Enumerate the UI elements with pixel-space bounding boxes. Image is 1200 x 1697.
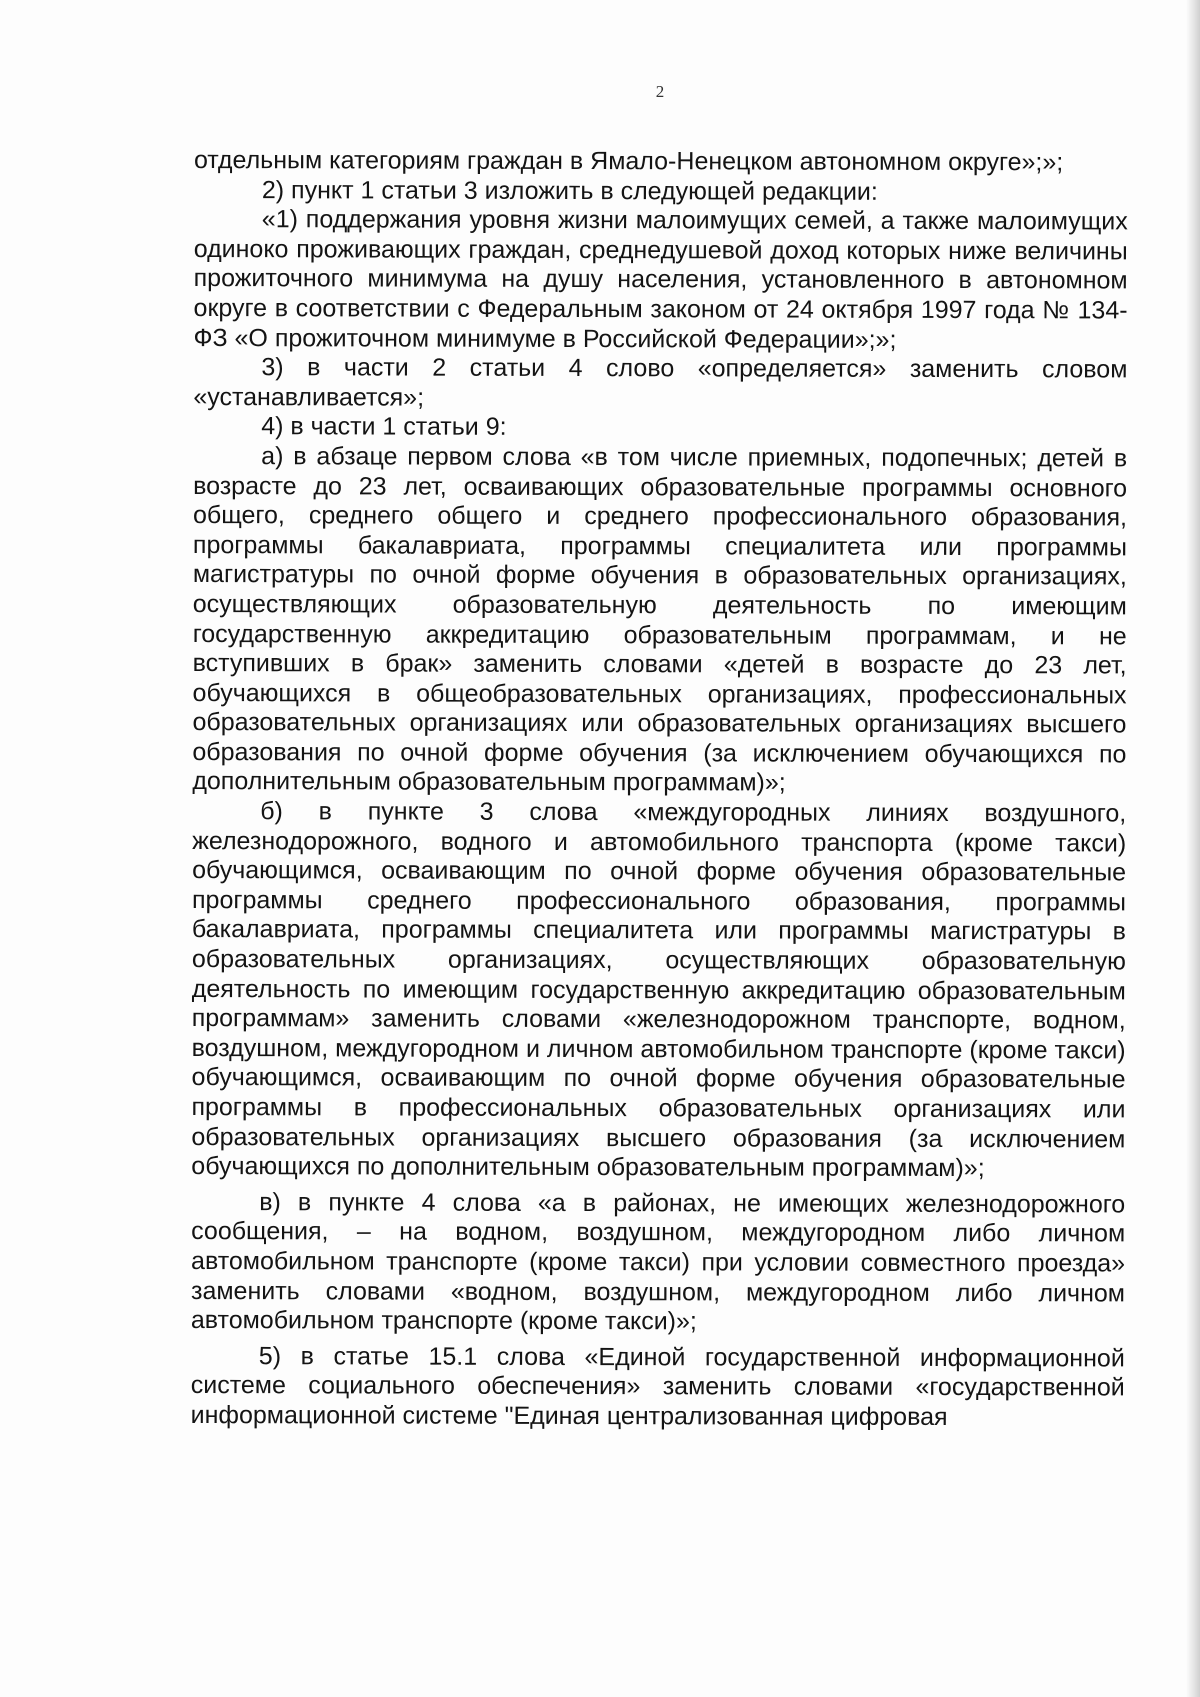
paragraph-item-2-quote: «1) поддержания уровня жизни малоимущих семей, а также малоимущих одиноко проживающих граждан, среднедушевой доход которых ниже величины прожиточного минимума на душу населения, установленного в автономном округе в соответствии с Федеральным законом от 24 октября 1997 года № 134-ФЗ «О прожиточном минимуме в Российской Федерации»;»; (193, 205, 1128, 354)
paragraph-item-5: 5) в статье 15.1 слова «Единой государственной информационной системе социального обеспечения» заменить словами «государственной информационной системе "Единая централизованная цифровая (190, 1341, 1125, 1431)
paragraph-item-4: 4) в части 1 статьи 9: (261, 412, 507, 442)
paragraph-item-3: 3) в части 2 статьи 4 слово «определяется» заменить словом «устанавливается»; (193, 353, 1128, 412)
paragraph-continuation: отдельным категориям граждан в Ямало-Ненецком автономном округе»;»; (193, 146, 1064, 177)
paragraph-item-4v: в) в пункте 4 слова «а в районах, не имеющих железнодорожного сообщения, – на водном, воздушном, междугородном либо личном автомобильном транспорте (кроме такси) при условии совместного проезда» заменить словами «водном, воздушном, междугородном либо личном автомобильном транспорте (кроме такси)»; (190, 1187, 1126, 1336)
paragraph-item-2: 2) пункт 1 статьи 3 изложить в следующей редакции: (261, 175, 878, 206)
page-number: 2 (655, 82, 665, 101)
scan-edge-shadow (1186, 0, 1200, 1697)
paragraph-item-4a: а) в абзаце первом слова «в том числе приемных, подопечных; детей в возрасте до 23 лет, осваивающих образовательные программы основного общего, среднего общего и среднего профессионального образования, программы бакалавриата, программы специалитета или программы магистратуры по очной форме обучения в образовательных организациях, осуществляющих образовательную деятельность по имеющим государственную аккредитацию образовательным программам, и не вступивших в брак» заменить словами «детей в возрасте до 23 лет, обучающихся в общеобразовательных организациях, профессиональных образовательных организациях или образовательных организациях высшего образования по очной форме обучения (за исключением обучающихся по дополнительным образовательным программам)»; (192, 442, 1128, 798)
paragraph-item-4b: б) в пункте 3 слова «междугородных линиях воздушного, железнодорожного, водного и автомобильного транспорта (кроме такси) обучающимся, осваивающим по очной форме обучения образовательные программы среднего профессионального образования, программы бакалавриата, программы специалитета или программы магистратуры в образовательных организациях, осуществляющих образовательную деятельность по имеющим государственную аккредитацию образовательным программам» заменить словами «железнодорожном транспорте, водном, воздушном, междугородном и личном автомобильном транспорте (кроме такси) обучающимся, осваивающим по очной форме обучения образовательные программы в профессиональных образовательных организациях или образовательных организациях высшего образования (за исключением обучающихся по дополнительным образовательным программам)»; (191, 797, 1127, 1183)
document-body (191, 146, 1128, 1433)
